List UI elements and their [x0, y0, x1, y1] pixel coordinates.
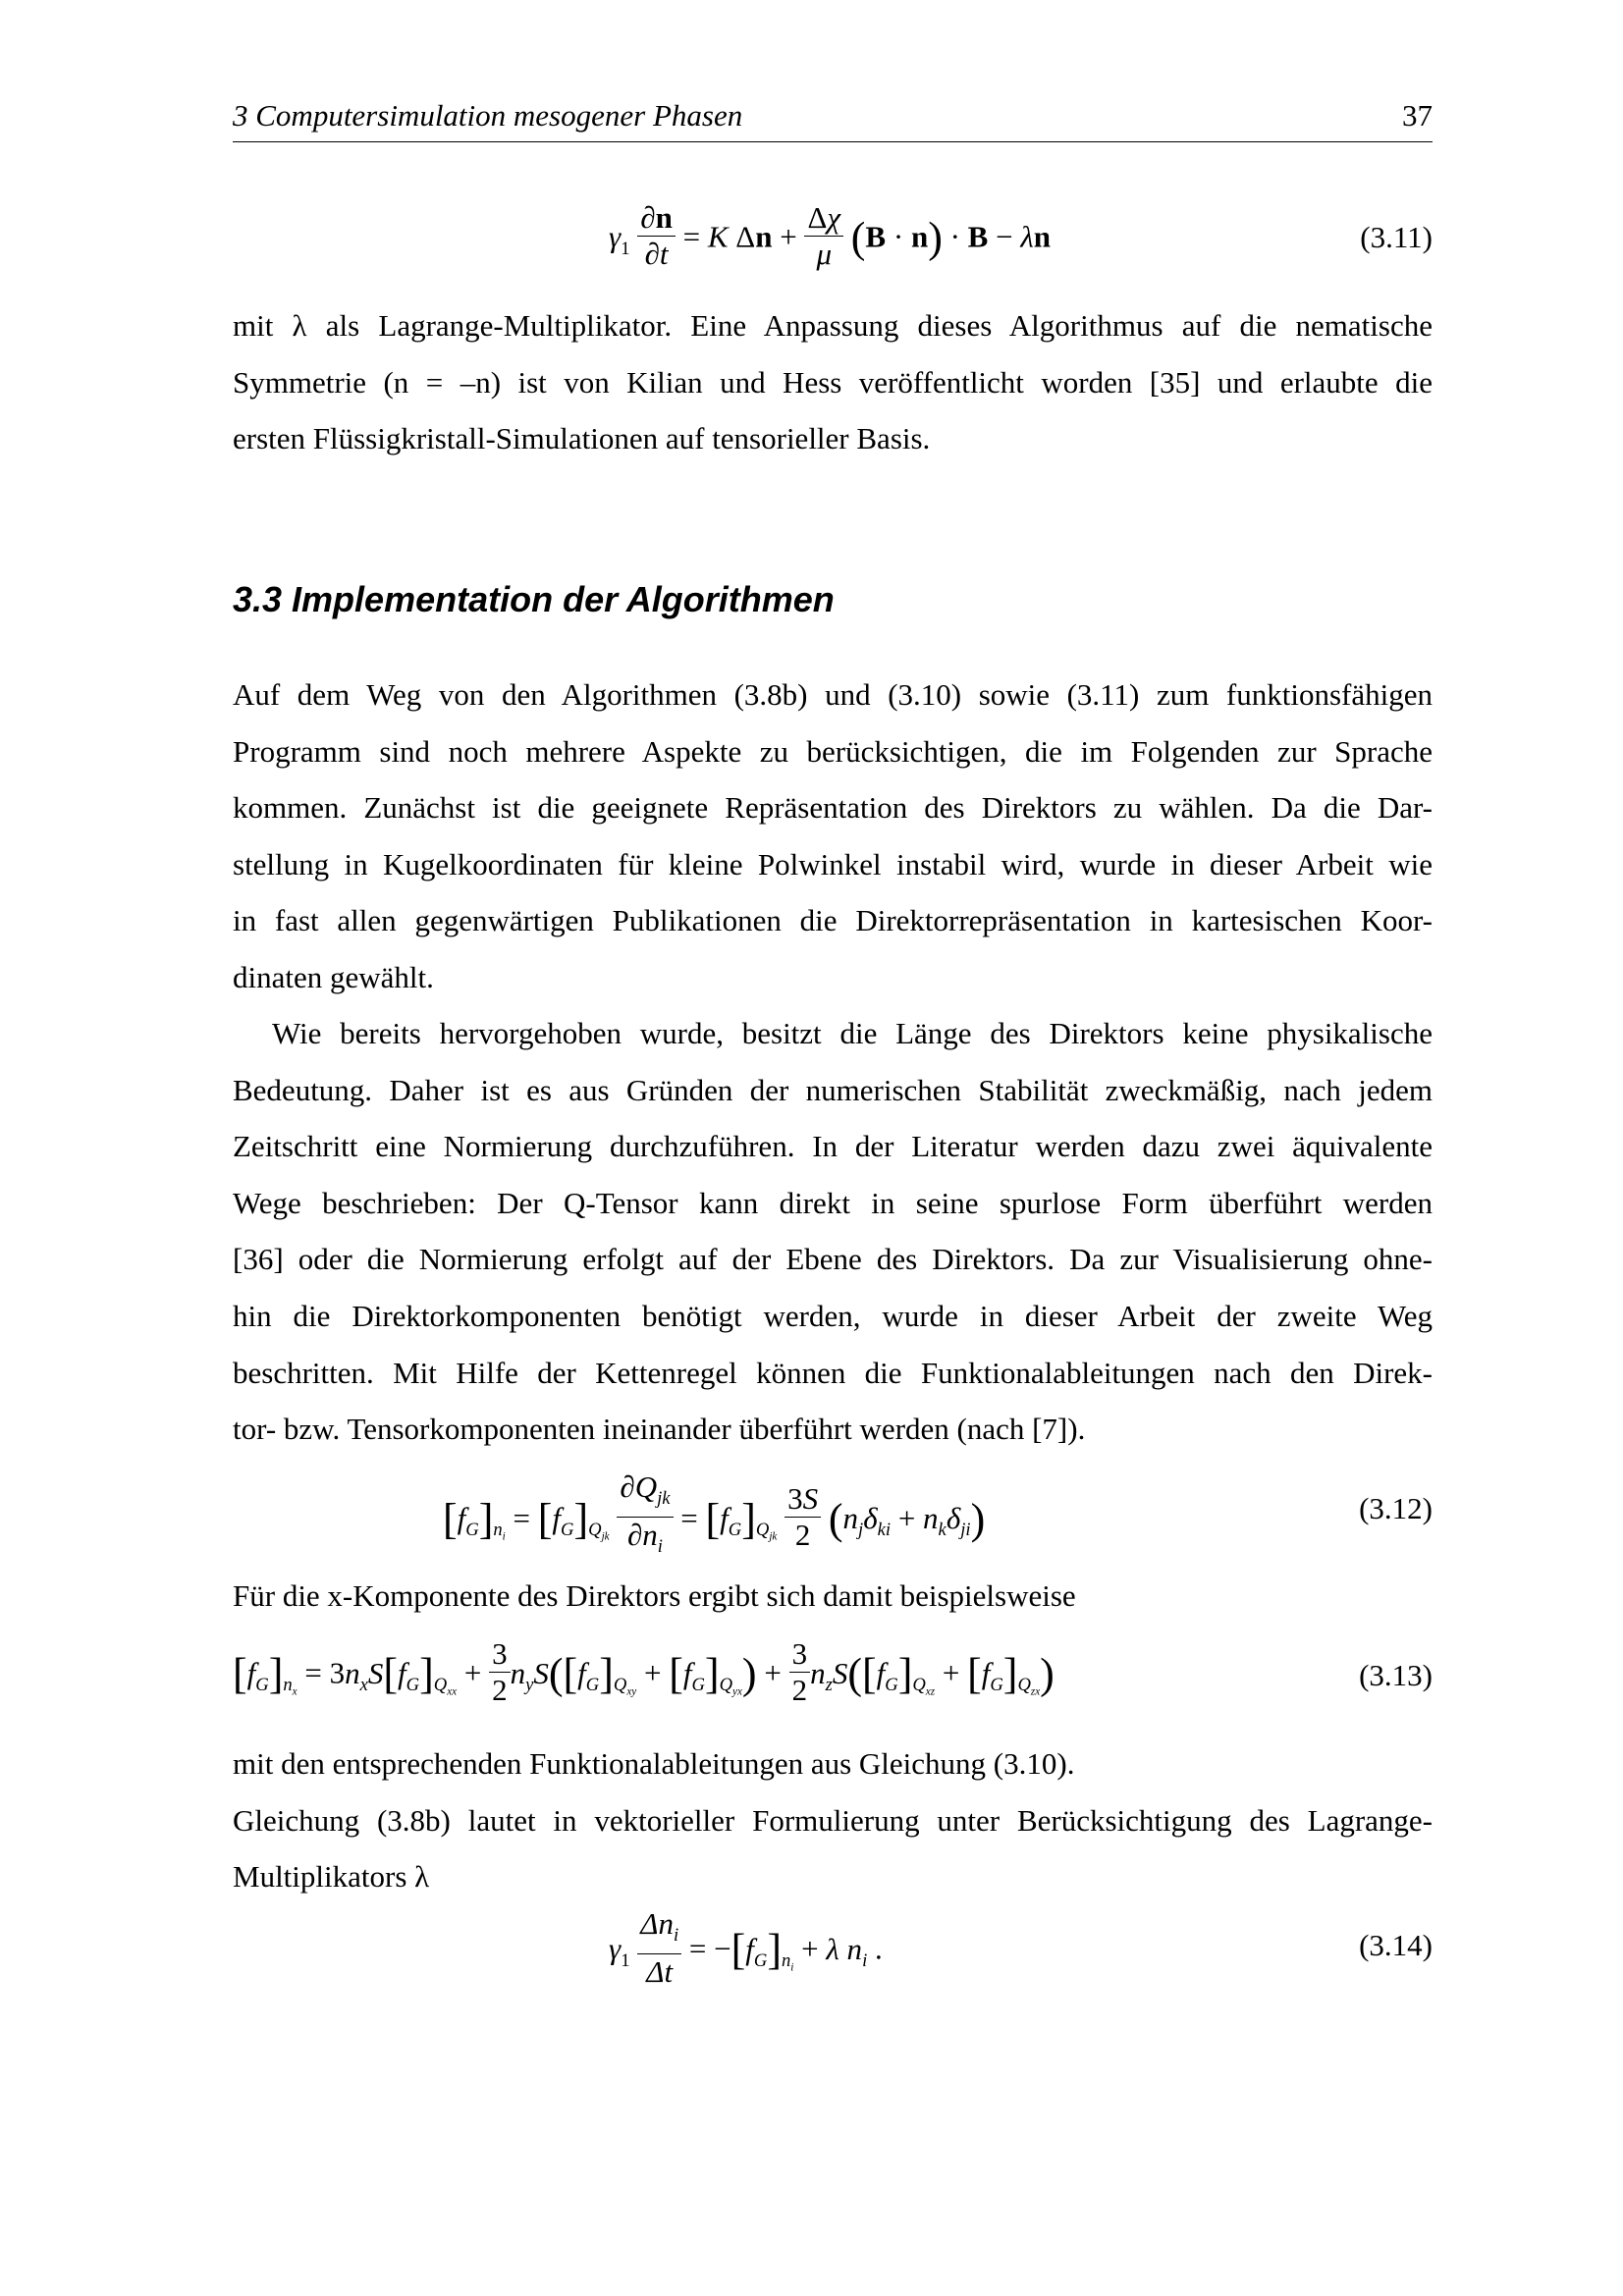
paragraph-implementation	[233, 667, 1433, 1006]
equation-3-12-formula: $[f_G]_{n_i} = [f_G]_{Q_{jk}}$ $\frac{\partial Q_{jk}}{\partial n_i}$ = $[f_G]_{Q_{jk}}$ $\frac{3S}{2}$ $(n_j\delta_{ki} + n_k\delta_{ji})$	[443, 1469, 986, 1558]
paragraph-normierung	[233, 1005, 1433, 1458]
equation-number: (3.14)	[1359, 1928, 1433, 1962]
page-number: 37	[1402, 98, 1433, 133]
text-line: Symmetrie (n = –n) ist von Kilian und Hess veröffentlicht worden [35] und erlaubte die	[233, 364, 1433, 400]
text-line: Zeitschritt eine Normierung durchzuführen. In der Literatur werden dazu zwei äquivalente	[233, 1129, 1433, 1164]
text-line: kommen. Zunächst ist die geeignete Repräsentation des Direktors zu wählen. Da die Dar-	[233, 790, 1433, 826]
text-line: Für die x-Komponente des Direktors ergibt sich damit beispielsweise	[233, 1578, 1076, 1613]
equation-3-14-formula: $\gamma_1$ $\frac{\Delta n_i}{\Delta t}$ = $-[f_G]_{n_i} + \lambda$ $n_i$ .	[609, 1906, 883, 1990]
text-line: beschritten. Mit Hilfe der Kettenregel können die Funktionalableitungen nach den Direk-	[233, 1355, 1433, 1390]
equation-3-11-formula: $\gamma_1$ $\frac{\partial n}{\partial t}$ = K Δn + $\frac{\Delta\chi}{\mu}$ (B · n) · B − λn	[609, 200, 1052, 271]
text-line: hin die Direktorkomponenten benötigt werden, wurde in dieser Arbeit der zweite Weg	[233, 1298, 1433, 1333]
equation-3-11	[233, 196, 1433, 285]
text-line: Wie bereits hervorgehoben wurde, besitzt die Länge des Direktors keine physikalische	[272, 1016, 1433, 1050]
equation-number: (3.13)	[1359, 1658, 1433, 1692]
equation-number: (3.11)	[1360, 220, 1433, 254]
text-line: Gleichung (3.8b) lautet in vektorieller Formulierung unter Berücksichtigung des Lagrange-	[233, 1802, 1433, 1838]
text-line: ersten Flüssigkristall-Simulationen auf tensorieller Basis.	[233, 421, 931, 456]
text-line: tor- bzw. Tensorkomponenten ineinander überführt werden (nach [7]).	[233, 1412, 1086, 1447]
equation-3-14	[233, 1904, 1433, 1993]
text-line: mit den entsprechenden Funktionalableitungen aus Gleichung (3.10).	[233, 1746, 1075, 1781]
equation-3-12	[233, 1468, 1433, 1556]
text-line: dinaten gewählt.	[233, 959, 434, 994]
equation-3-13	[233, 1634, 1433, 1723]
text-line: in fast allen gegenwärtigen Publikationen die Direktorrepräsentation in kartesischen Koor-	[233, 903, 1433, 938]
text-line: Programm sind noch mehrere Aspekte zu berücksichtigen, die im Folgenden zur Sprache	[233, 733, 1433, 769]
paragraph-gleichung-3-8b	[233, 1735, 1433, 1905]
text-line: Multiplikators λ	[233, 1859, 430, 1895]
text-line: Bedeutung. Daher ist es aus Gründen der numerischen Stabilität zweckmäßig, nach jedem	[233, 1072, 1433, 1107]
equation-3-13-formula: $[f_G]_{n_x} = 3n_xS[f_G]_{Q_{xx}}$ + $\frac{3}{2}$ $n_yS([f_G]_{Q_{xy}} + [f_G]_{Q_{yx}})$ + $\frac{3}{2}$ $n_zS([f_G]_{Q_{xz}} + [f_G]_{Q_{zx}})$	[233, 1636, 1055, 1707]
text-line: mit λ als Lagrange-Multiplikator. Eine Anpassung dieses Algorithmus auf die nematische	[233, 308, 1433, 343]
chapter-title: 3 Computersimulation mesogener Phasen	[233, 98, 743, 133]
text-line: [36] oder die Normierung erfolgt auf der Ebene des Direktors. Da zur Visualisierung ohne-	[233, 1242, 1433, 1277]
text-line: Wege beschrieben: Der Q-Tensor kann direkt in seine spurlose Form überführt werden	[233, 1185, 1433, 1220]
text-line: Auf dem Weg von den Algorithmen (3.8b) und (3.10) sowie (3.11) zum funktionsfähigen	[233, 677, 1433, 712]
paragraph-x-komponente	[233, 1568, 1433, 1625]
paragraph-lagrange	[233, 297, 1433, 467]
text-line: stellung in Kugelkoordinaten für kleine Polwinkel instabil wird, wurde in dieser Arbeit wie	[233, 846, 1433, 881]
section-heading: 3.3 Implementation der Algorithmen	[233, 579, 835, 619]
running-header	[233, 98, 1433, 142]
equation-number: (3.12)	[1359, 1491, 1433, 1525]
